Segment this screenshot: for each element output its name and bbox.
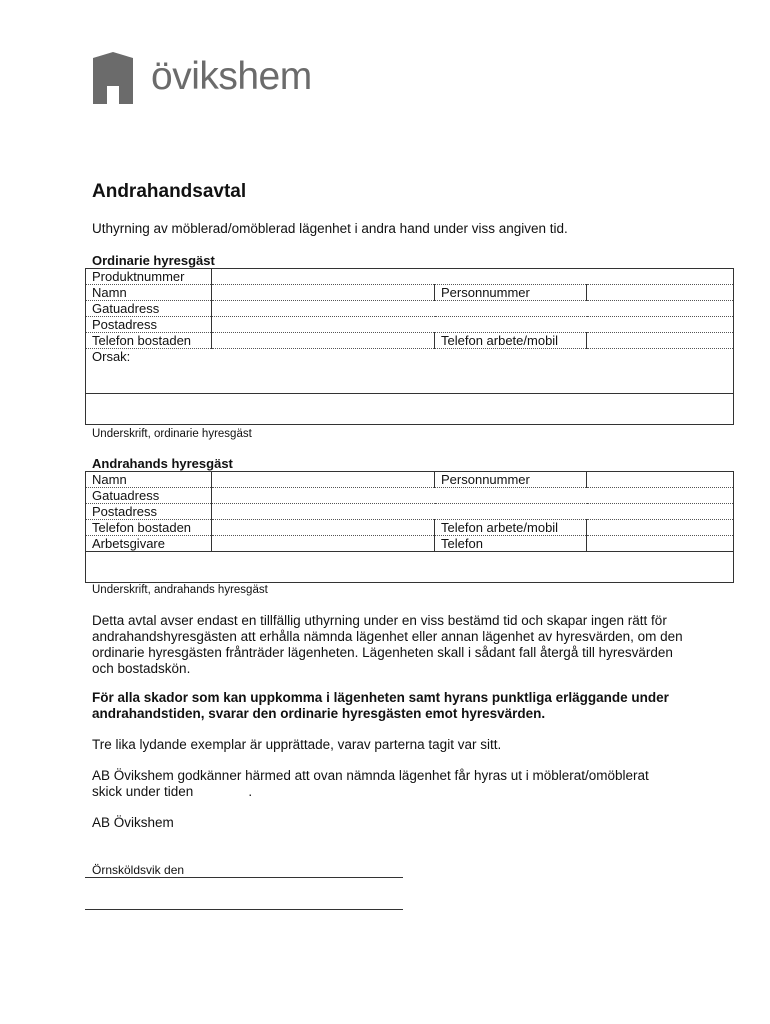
place-date-label: Örnsköldsvik den (92, 863, 185, 877)
field-personnummer[interactable] (587, 472, 734, 488)
form-andrahand (85, 471, 734, 583)
logo (93, 52, 333, 104)
label-orsak: Orsak: (92, 349, 131, 364)
label-gatuadress: Gatuadress (86, 301, 212, 317)
field-postadress[interactable] (212, 504, 734, 520)
field-namn[interactable] (212, 285, 435, 301)
field-orsak[interactable] (86, 349, 734, 394)
paragraph-copies: Tre lika lydande exemplar är upprättade, varav parterna tagit var sitt. (92, 737, 502, 752)
field-personnummer[interactable] (587, 285, 734, 301)
label-telefon-bostaden: Telefon bostaden (86, 333, 212, 349)
field-namn[interactable] (212, 472, 435, 488)
field-gatuadress[interactable] (212, 488, 734, 504)
label-telefon-arbete: Telefon arbete/mobil (435, 333, 587, 349)
label-postadress: Postadress (86, 504, 212, 520)
label-arbetsgivare: Arbetsgivare (86, 536, 212, 552)
label-postadress: Postadress (86, 317, 212, 333)
form-ordinarie (85, 268, 734, 425)
label-telefon-bostaden: Telefon bostaden (86, 520, 212, 536)
signature-line[interactable] (85, 909, 403, 910)
approval-line-2: skick under tiden (92, 784, 194, 799)
paragraph-company: AB Övikshem (92, 815, 174, 830)
signature-field-andrahand[interactable] (86, 552, 734, 583)
field-arbetsgivare[interactable] (212, 536, 435, 552)
signature-label-andrahand: Underskrift, andrahands hyresgäst (92, 584, 268, 596)
field-postadress[interactable] (212, 317, 734, 333)
paragraph-terms: Detta avtal avser endast en tillfällig uthyrning under en viss bestämd tid och skapar ingen rätt för andrahandshyresgästen att erhålla nämnda lägenhet eller annan lägenhet av hyresvärden, om den ordinarie hyresgästen frånträder lägenheten. Lägenheten skall i sådant fall återgå till hyresvärden och bostadskön. (92, 613, 683, 676)
field-telefon[interactable] (587, 536, 734, 552)
label-namn: Namn (86, 285, 212, 301)
subtitle: Uthyrning av möblerad/omöblerad lägenhet i andra hand under viss angiven tid. (92, 221, 568, 236)
label-personnummer: Personnummer (435, 472, 587, 488)
label-produktnummer: Produktnummer (86, 269, 212, 285)
signature-label-ordinarie: Underskrift, ordinarie hyresgäst (92, 428, 252, 440)
label-namn: Namn (86, 472, 212, 488)
paragraph-liability: För alla skador som kan uppkomma i lägenheten samt hyrans punktliga erläggande under andrahandstiden, svarar den ordinarie hyresgästen emot hyresvärden. (92, 690, 669, 721)
page-title: Andrahandsavtal (92, 181, 247, 202)
field-telefon-arbete[interactable] (587, 520, 734, 536)
approval-period-end: . (248, 784, 253, 799)
paragraph-approval (92, 768, 692, 800)
signature-field-ordinarie[interactable] (86, 394, 734, 425)
approval-line-1: AB Övikshem godkänner härmed att ovan nämnda lägenhet får hyras ut i möblerat/omöblerat (92, 768, 649, 783)
field-telefon-arbete[interactable] (587, 333, 734, 349)
label-personnummer: Personnummer (435, 285, 587, 301)
section-title-andrahand: Andrahands hyresgäst (92, 456, 233, 471)
section-title-ordinarie: Ordinarie hyresgäst (92, 253, 215, 268)
house-icon (93, 52, 133, 104)
place-date-line[interactable] (85, 877, 403, 878)
field-telefon-bostaden[interactable] (212, 333, 435, 349)
field-gatuadress[interactable] (212, 301, 734, 317)
label-gatuadress: Gatuadress (86, 488, 212, 504)
field-produktnummer[interactable] (212, 269, 734, 285)
label-telefon: Telefon (435, 536, 587, 552)
field-telefon-bostaden[interactable] (212, 520, 435, 536)
logo-text: övikshem (151, 55, 312, 98)
label-telefon-arbete: Telefon arbete/mobil (435, 520, 587, 536)
